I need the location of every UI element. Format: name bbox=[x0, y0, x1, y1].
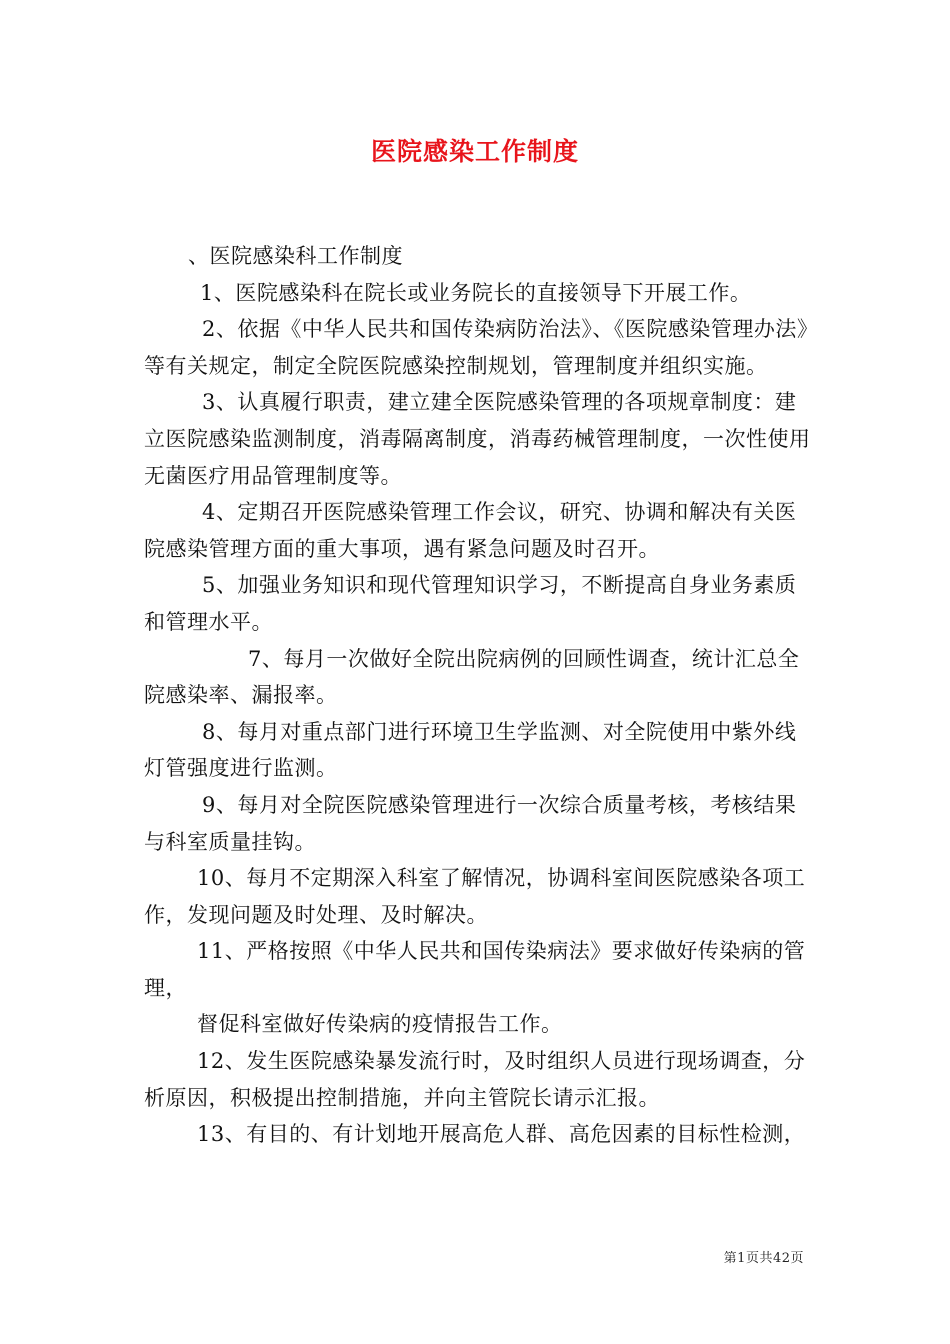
paragraph-7: 7、每月一次做好全院出院病例的回顾性调查，统计汇总全院感染率、漏报率。 bbox=[144, 646, 800, 708]
paragraph-2: 2、依据《中华人民共和国传染病防治法》、《医院感染管理办法》等有关规定，制定全院医院感染控制规划，管理制度并组织实施。 bbox=[144, 317, 808, 378]
paragraph-13: 13、有目的、有计划地开展高危人群、高危因素的目标性检测， bbox=[197, 1122, 806, 1147]
paragraph-9: 9、每月对全院医院感染管理进行一次综合质量考核，考核结果与科室质量挂钩。 bbox=[144, 792, 797, 854]
paragraph-11-continued: 督促科室做好传染病的疫情报告工作。 bbox=[197, 1012, 563, 1037]
paragraph-10: 10、每月不定期深入科室了解情况，协调科室间医院感染各项工作，发现问题及时处理、及时解决。 bbox=[144, 866, 806, 927]
paragraph-8: 8、每月对重点部门进行环境卫生学监测、对全院使用中紫外线灯管强度进行监测。 bbox=[144, 719, 797, 781]
paragraph-12: 12、发生医院感染暴发流行时，及时组织人员进行现场调查，分析原因，积极提出控制措施，并向主管院长请示汇报。 bbox=[144, 1049, 806, 1110]
page-number: 第1页共42页 bbox=[723, 1251, 804, 1266]
paragraph-11: 11、严格按照《中华人民共和国传染病法》要求做好传染病的管理， bbox=[144, 939, 806, 1000]
section-heading: 、医院感染科工作制度 bbox=[188, 244, 403, 268]
paragraph-4: 4、定期召开医院感染管理工作会议，研究、协调和解决有关医院感染管理方面的重大事项，遇有紧急问题及时召开。 bbox=[144, 500, 797, 561]
paragraph-5: 5、加强业务知识和现代管理知识学习，不断提高自身业务素质和管理水平。 bbox=[144, 573, 797, 634]
paragraph-3: 3、认真履行职责，建立建全医院感染管理的各项规章制度：建立医院感染监测制度，消毒隔离制度，消毒药械管理制度，一次性使用无菌医疗用品管理制度等。 bbox=[144, 390, 811, 488]
paragraph-1: 1、医院感染科在院长或业务院长的直接领导下开展工作。 bbox=[200, 280, 752, 305]
document-title: 医院感染工作制度 bbox=[370, 137, 579, 166]
document-body bbox=[144, 238, 812, 1153]
